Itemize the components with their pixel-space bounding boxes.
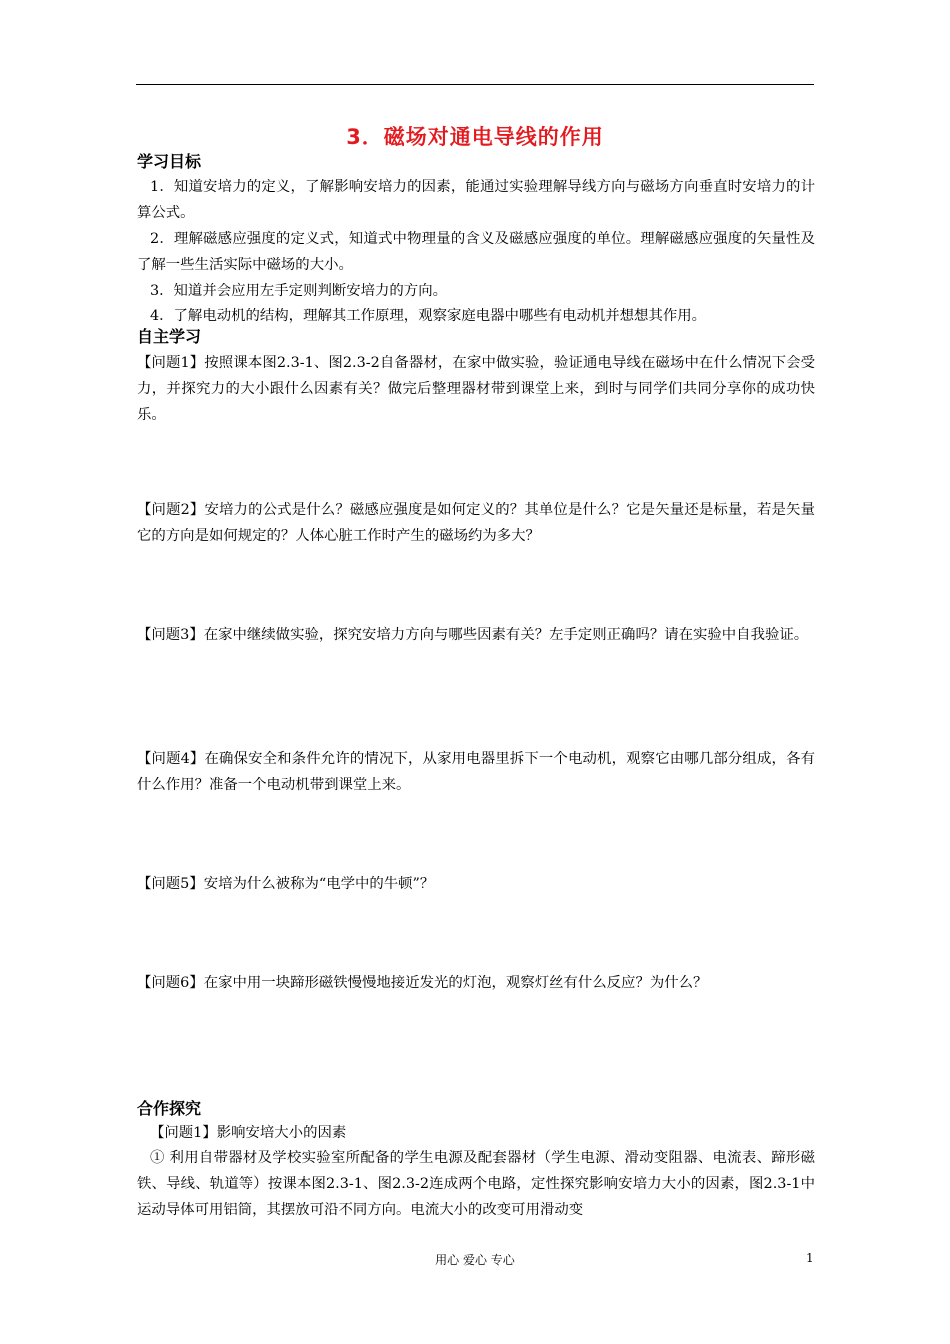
self-study-question: 【问题6】在家中用一块蹄形磁铁慢慢地接近发光的灯泡，观察灯丝有什么反应？为什么？ bbox=[137, 975, 708, 991]
self-study-question: 【问题4】在确保安全和条件允许的情况下，从家用电器里拆下一个电动机，观察它由哪几部分组成，各有什么作用？准备一个电动机带到课堂上来。 bbox=[137, 751, 815, 793]
self-study-question: 【问题5】安培为什么被称为“电学中的牛顿”？ bbox=[137, 876, 435, 892]
page-number: 1 bbox=[806, 1251, 814, 1265]
page-footer: 用心 爱心 专心 bbox=[435, 1253, 515, 1267]
self-study-question: 【问题2】安培力的公式是什么？磁感应强度是如何定义的？其单位是什么？它是矢量还是标量，若是矢量它的方向是如何规定的？人体心脏工作时产生的磁场约为多大？ bbox=[137, 502, 815, 544]
goal-item: 2．理解磁感应强度的定义式，知道式中物理量的含义及磁感应强度的单位。理解磁感应强度的矢量性及了解一些生活实际中磁场的大小。 bbox=[137, 231, 815, 273]
coop-paragraph: ① 利用自带器材及学校实验室所配备的学生电源及配套器材（学生电源、滑动变阻器、电流表、蹄形磁铁、导线、轨道等）按课本图2.3-1、图2.3-2连成两个电路，定性探究影响安培力大小的因素，图2.3-1中运动导体可用铝筒，其摆放可沿不同方向。电流大小的改变可用滑动变 bbox=[137, 1150, 815, 1218]
coop-question: 【问题1】影响安培大小的因素 bbox=[150, 1125, 347, 1141]
header-rule bbox=[136, 84, 814, 85]
section-heading-self-study: 自主学习 bbox=[137, 327, 202, 346]
section-heading-coop: 合作探究 bbox=[137, 1099, 202, 1118]
page-title: 3．磁场对通电导线的作用 bbox=[346, 125, 604, 149]
section-heading-goals: 学习目标 bbox=[137, 152, 202, 171]
goal-item: 4．了解电动机的结构，理解其工作原理，观察家庭电器中哪些有电动机并想想其作用。 bbox=[150, 308, 707, 324]
self-study-question: 【问题3】在家中继续做实验，探究安培力方向与哪些因素有关？左手定则正确吗？请在实验中自我验证。 bbox=[137, 627, 809, 643]
goal-item: 1．知道安培力的定义，了解影响安培力的因素，能通过实验理解导线方向与磁场方向垂直时安培力的计算公式。 bbox=[137, 179, 815, 221]
self-study-question: 【问题1】按照课本图2.3-1、图2.3-2自备器材，在家中做实验，验证通电导线在磁场中在什么情况下会受力，并探究力的大小跟什么因素有关？做完后整理器材带到课堂上来，到时与同学们共同分享你的成功快乐。 bbox=[137, 355, 815, 423]
goal-item: 3．知道并会应用左手定则判断安培力的方向。 bbox=[150, 283, 447, 299]
